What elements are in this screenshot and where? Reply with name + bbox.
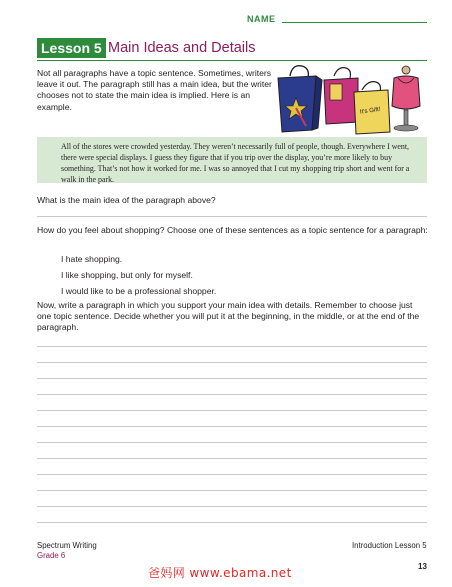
writing-line[interactable]	[37, 362, 427, 363]
intro-paragraph: Not all paragraphs have a topic sentence. Sometimes, writers leave it out. The paragraph still has a main idea, but the writer chooses not to state the main idea is implied. Here is an example.	[37, 68, 272, 112]
instructions-text: Now, write a paragraph in which you support your main idea with details. Remember to choose just one topic sentence. Decide whether you will put it at the beginning, in the middle, or at the end of the paragraph.	[37, 300, 420, 333]
example-paragraph: All of the stores were crowded yesterday. They weren’t necessarily full of people, though. Everywhere I went, there were special displays. I guess they figure that if you trip over the display, you’re more likely to buy something. That’s not how it worked for me. I was so annoyed that I cut my shopping trip short and went for a walk in the park.	[61, 142, 410, 184]
writing-line[interactable]	[37, 458, 427, 459]
writing-line[interactable]	[37, 522, 427, 523]
writing-line[interactable]	[37, 426, 427, 427]
bag-text: It's Gift!	[359, 105, 381, 116]
choice-item: I like shopping, but only for myself.	[61, 270, 193, 280]
lesson-badge: Lesson 5	[37, 38, 106, 58]
footer-book-title: Spectrum Writing	[37, 541, 97, 550]
writing-line[interactable]	[37, 410, 427, 411]
choice-item: I would like to be a professional shopper.	[61, 286, 217, 296]
writing-line[interactable]	[37, 506, 427, 507]
name-line[interactable]	[282, 22, 427, 23]
answer-line[interactable]	[37, 216, 427, 217]
name-label: NAME	[247, 14, 276, 24]
footer-grade: Grade 6	[37, 551, 66, 560]
writing-line[interactable]	[37, 394, 427, 395]
writing-line[interactable]	[37, 474, 427, 475]
writing-line[interactable]	[37, 442, 427, 443]
page-number: 13	[418, 562, 427, 571]
writing-line[interactable]	[37, 490, 427, 491]
shopping-bags-illustration	[272, 62, 430, 136]
prompt-text: How do you feel about shopping? Choose one of these sentences as a topic sentence for a paragraph:	[37, 225, 428, 235]
watermark: 爸妈网 www.ebama.net	[148, 566, 292, 580]
example-box	[37, 137, 427, 183]
writing-line[interactable]	[37, 378, 427, 379]
question-text: What is the main idea of the paragraph above?	[37, 195, 216, 205]
choice-item: I hate shopping.	[61, 254, 123, 264]
footer-section: Introduction Lesson 5	[352, 541, 427, 550]
writing-line[interactable]	[37, 346, 427, 347]
page-title: Main Ideas and Details	[108, 40, 256, 56]
title-rule	[37, 60, 427, 61]
